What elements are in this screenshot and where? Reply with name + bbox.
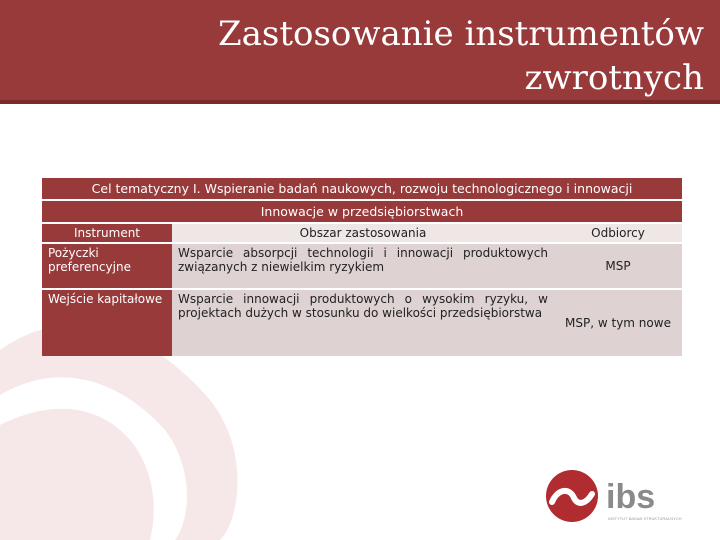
ibs-logo (544, 468, 684, 526)
column-header-instrument: Instrument (42, 223, 172, 243)
table-header-area (42, 200, 682, 223)
row-area: Wsparcie absorpcji technologii i innowacji produktowych związanych z niewielkim ryzykiem (172, 243, 554, 289)
row-instrument: Pożyczki preferencyjne (42, 243, 172, 289)
logo-tagline: INSTYTUT BADAŃ STRUKTURALNYCH (608, 516, 682, 521)
row-instrument: Wejście kapitałowe (42, 289, 172, 356)
table-row (42, 243, 682, 289)
column-header-area: Obszar zastosowania (172, 223, 554, 243)
row-area: Wsparcie innowacji produktowych o wysokim ryzyku, w projektach dużych w stosunku do wielkości przedsiębiorstwa (172, 289, 554, 356)
slide-title-line2: zwrotnych (524, 58, 704, 98)
table-header-area-text: Innowacje w przedsiębiorstwach (42, 200, 682, 223)
logo-text: ibs (606, 478, 656, 516)
column-header-recipients: Odbiorcy (554, 223, 682, 243)
table-header-goal-text: Cel tematyczny I. Wspieranie badań naukowych, rozwoju technologicznego i innowacji (42, 178, 682, 200)
table-header-goal (42, 178, 682, 200)
column-header-row (42, 223, 682, 243)
table-row (42, 289, 682, 356)
row-recipients: MSP (554, 243, 682, 289)
instruments-table (42, 178, 682, 356)
slide-title-line1: Zastosowanie instrumentów (218, 14, 704, 54)
row-recipients: MSP, w tym nowe (554, 289, 682, 356)
